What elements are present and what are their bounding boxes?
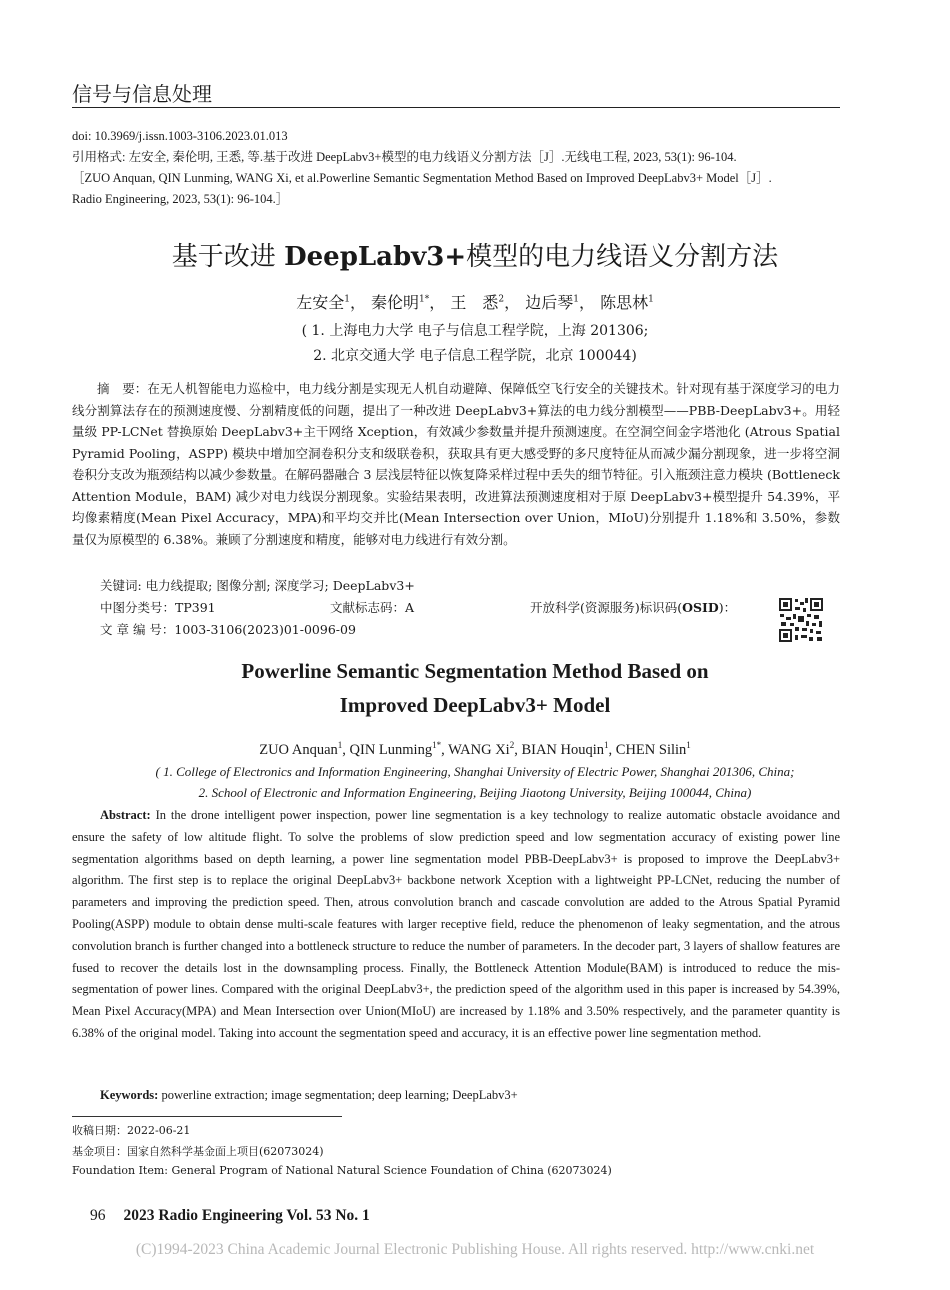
author-cn: 左安全$^1$ (296, 293, 350, 312)
affiliation-en-1: ( 1. College of Electronics and Information Engineering, Shanghai University of Electric Power, Shanghai 201306, China; (155, 764, 795, 779)
footnote-rule (72, 1116, 342, 1117)
author-en: BIAN Houqin$^1$ (521, 740, 609, 758)
affiliation-cn-2: 2. 北京交通大学 电子信息工程学院，北京 100044) (313, 348, 637, 364)
author-en: ZUO Anquan$^1$ (259, 740, 343, 758)
authors-en: ZUO Anquan$^1$, QIN Lunming$^{1*}$, WANG Xi$^2$, BIAN Houqin$^1$, CHEN Silin$^1$ (259, 740, 691, 758)
author-cn: 秦伦明$^{1*}$ (371, 293, 430, 312)
qr-code-icon (778, 597, 824, 643)
page-footer (90, 1207, 370, 1225)
author-cn: 陈思林$^1$ (600, 293, 654, 312)
fund-en: Foundation Item: General Program of National Natural Science Foundation of China (62073024) (72, 1164, 612, 1177)
author-en: QIN Lunming$^{1*}$ (349, 740, 442, 758)
osid-label: 开放科学(资源服务)标识码(OSID)： (530, 600, 737, 615)
author-cn: 边后琴$^1$ (525, 293, 579, 312)
doi: doi: 10.3969/j.issn.1003-3106.2023.01.013 (72, 129, 288, 143)
header-rule (72, 107, 840, 108)
received-date: 收稿日期：2022-06-21 (72, 1124, 191, 1137)
title-cn: 基于改进 DeepLabv3+模型的电力线语义分割方法 (171, 242, 779, 272)
page-number: 96 (90, 1207, 106, 1224)
affiliation-cn-1: ( 1. 上海电力大学 电子与信息工程学院，上海 201306; (301, 323, 649, 339)
fund-cn: 基金项目：国家自然科学基金面上项目(62073024) (72, 1145, 324, 1158)
citation-en-line2: Radio Engineering, 2023, 53(1): 96-104.］ (72, 192, 289, 206)
abstract-en-label: Abstract: (100, 808, 151, 822)
author-cn: 王 悉$^2$ (450, 293, 505, 312)
keywords-cn: 关键词: 电力线提取; 图像分割; 深度学习; DeepLabv3+ (100, 578, 415, 593)
citation-en-line1: ［ZUO Anquan, QIN Lunming, WANG Xi, et al.Powerline Semantic Segmentation Method Based on Improved DeepLabv3+ Model［J］. (72, 171, 772, 185)
copyright-watermark: (C)1994-2023 China Academic Journal Electronic Publishing House. All rights reserved. http://www.cnki.net (135, 1241, 815, 1258)
author-en: WANG Xi$^2$ (448, 740, 515, 758)
abstract-cn-label: 摘 要： (97, 381, 148, 396)
journal-volume: 2023 Radio Engineering Vol. 53 No. 1 (123, 1207, 370, 1224)
authors-cn: 左安全$^1$， 秦伦明$^{1*}$， 王 悉$^2$， 边后琴$^1$， 陈思林$^1$ (296, 293, 654, 312)
citation-cn: 引用格式: 左安全, 秦伦明, 王悉, 等.基于改进 DeepLabv3+模型的电力线语义分割方法［J］.无线电工程, 2023, 53(1): 96-104. (72, 150, 737, 164)
title-en: Powerline Semantic Segmentation Method Based on Improved DeepLabv3+ Model (241, 659, 709, 717)
journal-section-header: 信号与信息处理 (72, 82, 212, 106)
clc-number: 中图分类号：TP391 (100, 600, 216, 615)
abstract-cn: 摘 要：在无人机智能电力巡检中，电力线分割是实现无人机自动避障、保障低空飞行安全的关键技术。针对现有基于深度学习的电力线分割算法存在的预测速度慢、分割精度低的问题，提出了一种改进 DeepLabv3+算法的电力线分割模型——PBB-DeepLabv3+。用轻量级 PP-LCNet 替换原始 DeepLabv3+主干网络 Xception，有效减少参数量并提升预测速度。在空洞空间金字塔池化 (Atrous Spatial Pyramid Pooling，ASPP) 模块中增加空洞卷积分支和级联卷积，获取具有更大感受野的多尺度特征从而减少漏分割现象，进一步将空洞卷积分支改为瓶颈结构以减少参数量。在解码器融合 3 层浅层特征以恢复降采样过程中丢失的细节特征。引入瓶颈注意力模块 (Bottleneck Attention Module，BAM) 减少对电力线误分割现象。实验结果表明，改进算法预测速度相对于原 DeepLabv3+模型提升 54.39%，平均像素精度(Mean Pixel Accuracy，MPA)和平均交并比(Mean Intersection over Union，MIoU)分别提升 1.18%和 3.50%，参数量仅为原模型的 6.38%。兼顾了分割速度和精度，能够对电力线进行有效分割。 (72, 381, 840, 547)
document-code: 文献标志码：A (330, 600, 415, 615)
article-number: 文 章 编 号：1003-3106(2023)01-0096-09 (100, 622, 356, 637)
keywords-en: Keywords: powerline extraction; image segmentation; deep learning; DeepLabv3+ (100, 1088, 518, 1102)
abstract-en: Abstract: In the drone intelligent power inspection, power line segmentation is a key technology to realize automatic obstacle avoidance and ensure the safety of low altitude flight. To solve the problems of slow prediction speed and low segmentation accuracy of existing power line segmentation algorithms based on depth learning, a power line segmentation model PBB-DeepLabv3+ is proposed to improve the DeepLabv3+ algorithm. The first step is to replace the original DeepLabv3+ backbone network Xception with a lightweight PP-LCNet, reducing the number of parameters and improving the prediction speed. Then, atrous convolution branch and cascade convolution are added to the Atrous Spatial Pyramid Pooling(ASPP) module to obtain dense multi-scale features with larger receptive field, reduce the phenomenon of leaky segmentation, and the atrous convolution branch is further changed into a bottleneck structure to reduce the number of parameters. In the decoder part, 3 layers of shallow features are fused to recover the details lost in the downsampling process. Finally, the Bottleneck Attention Module(BAM) is introduced to reduce the mis-segmentation of power lines. Compared with the original DeepLabv3+, the prediction speed of the algorithm used in this paper is increased by 54.39%, Mean Pixel Accuracy(MPA) and Mean Intersection over Union(MIoU) are increased by 1.18% and 3.50% respectively, and the parameter quantity is 6.38% of the original model. Taking into account the segmentation speed and accuracy, it is an effective power line segmentation method. (72, 808, 841, 1040)
author-en: CHEN Silin$^1$ (615, 740, 691, 758)
affiliation-en-2: 2. School of Electronic and Information Engineering, Beijing Jiaotong University, Beijing 100044, China) (198, 785, 752, 800)
